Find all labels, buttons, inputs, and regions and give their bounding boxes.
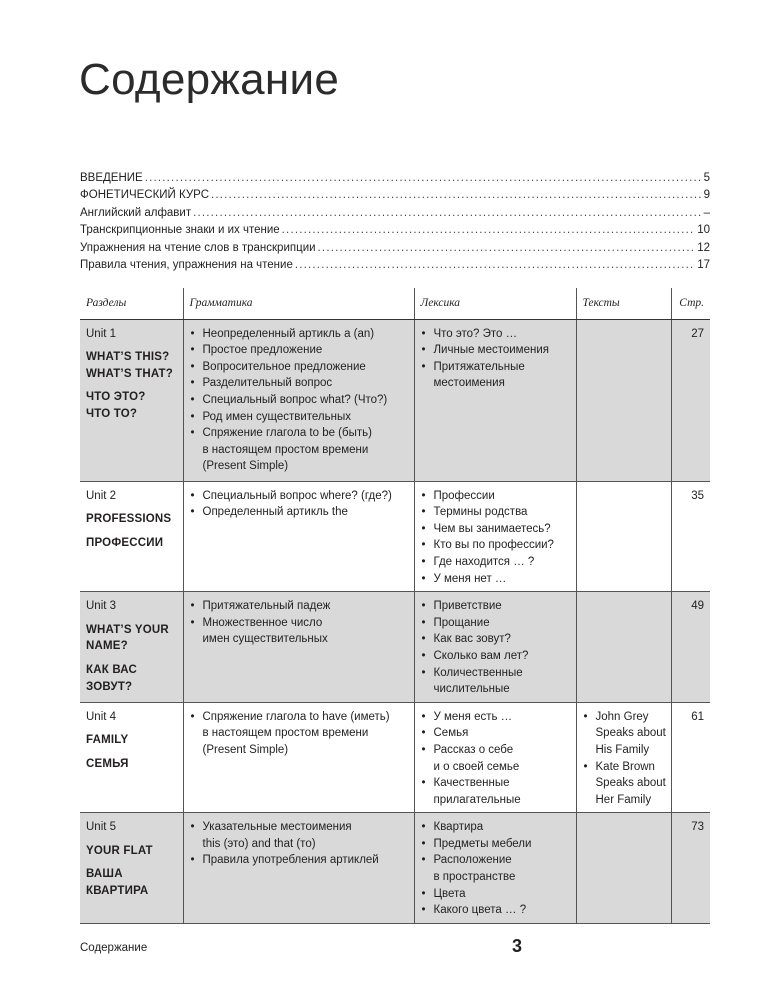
list-item: • Количественные [421, 665, 572, 682]
toc-page: 17 [697, 258, 710, 271]
unit-number: Unit 4 [86, 710, 117, 723]
list-item: • Прощание [421, 615, 572, 632]
unit-title-ru: ЧТО ЭТО? ЧТО ТО? [86, 391, 146, 420]
grammar-cell [183, 592, 414, 703]
unit-title-en: WHAT’S THIS? WHAT’S THAT? [86, 351, 173, 380]
column-header-page: Стр. [671, 288, 710, 319]
grammar-cell [183, 702, 414, 813]
page-cell: 27 [671, 319, 710, 481]
list-item: • Определенный артикль the [190, 504, 410, 521]
list-item: • Множественное число [190, 615, 410, 632]
page-cell: 61 [671, 702, 710, 813]
list-item: • Что это? Это … [421, 326, 572, 343]
texts-cell [576, 813, 671, 924]
list-item-continuation: в пространстве [433, 871, 516, 884]
list-item: • Чем вы занимаетесь? [421, 521, 572, 538]
grammar-cell [183, 319, 414, 481]
column-header-texts: Тексты [576, 288, 671, 319]
list-item: • Специальный вопрос where? (где?) [190, 488, 410, 505]
toc-page: 10 [697, 224, 710, 237]
toc-page: 9 [703, 189, 710, 202]
list-item: • Разделительный вопрос [190, 375, 410, 392]
unit-number: Unit 2 [86, 489, 117, 502]
column-header-vocabulary: Лексика [414, 288, 576, 319]
toc-leader [318, 240, 696, 257]
list-item-continuation: и о своей семье [433, 760, 520, 773]
list-item-continuation: this (это) and that (то) [202, 837, 316, 850]
toc-leader [193, 205, 701, 222]
toc-leader [145, 170, 702, 187]
toc-label: ФОНЕТИЧЕСКИЙ КУРС [80, 189, 209, 202]
list-item: • Специальный вопрос what? (Что?) [190, 392, 410, 409]
table-header-row [80, 288, 710, 319]
list-item: • У меня есть … [421, 709, 572, 726]
footer-section-label: Содержание [80, 942, 148, 954]
list-item-continuation: в настоящем простом времени [202, 443, 369, 456]
page-title: Содержание [79, 55, 340, 104]
list-item: • Предметы мебели [421, 836, 572, 853]
list-item-continuation: (Present Simple) [202, 743, 289, 756]
unit-cell [80, 813, 183, 924]
list-item: • Личные местоимения [421, 342, 572, 359]
vocabulary-cell [414, 702, 576, 813]
list-item: • Неопределенный артикль a (an) [190, 326, 410, 343]
toc-entry[interactable] [80, 257, 710, 274]
list-item: • У меня нет … [421, 571, 572, 588]
toc-leader [211, 187, 702, 204]
list-item: • Притяжательные [421, 359, 572, 376]
unit-number: Unit 5 [86, 821, 117, 834]
list-item-continuation: в настоящем простом времени [202, 727, 369, 740]
table-row-unit-4[interactable] [80, 702, 710, 813]
toc-page: 5 [703, 172, 710, 184]
page-cell: 35 [671, 481, 710, 592]
list-item: • Вопросительное предложение [190, 359, 410, 376]
toc-page: 12 [697, 241, 710, 254]
list-item: • Сколько вам лет? [421, 648, 572, 665]
texts-cell [576, 592, 671, 703]
unit-cell [80, 481, 183, 592]
vocabulary-cell [414, 481, 576, 592]
list-item: • Спряжение глагола to have (иметь) [190, 709, 410, 726]
unit-title-ru: ВАША КВАРТИРА [86, 868, 149, 898]
toc-entry[interactable] [80, 222, 710, 239]
text-item: • Kate Brown Speaks about Her Family [583, 759, 667, 809]
list-item-continuation: прилагательные [433, 793, 521, 806]
table-row-unit-1[interactable] [80, 319, 710, 481]
list-item: • Правила употребления артиклей [190, 852, 410, 869]
list-item-continuation: числительные [433, 683, 510, 696]
list-item: • Род имен существительных [190, 409, 410, 426]
page-cell: 73 [671, 813, 710, 924]
table-row-unit-5[interactable] [80, 813, 710, 924]
list-item: • Притяжательный падеж [190, 598, 410, 615]
list-item-continuation: местоимения [433, 377, 505, 390]
texts-cell [576, 319, 671, 481]
column-header-sections: Разделы [80, 288, 183, 319]
list-item: • Рассказ о себе [421, 742, 572, 759]
list-item: • Качественные [421, 775, 572, 792]
grammar-cell [183, 481, 414, 592]
list-item: • Семья [421, 725, 572, 742]
unit-title-en: PROFESSIONS [86, 513, 172, 526]
toc-page: – [703, 206, 710, 219]
list-item: • Указательные местоимения [190, 819, 410, 836]
unit-cell [80, 319, 183, 481]
toc-entry[interactable] [80, 187, 710, 204]
unit-number: Unit 1 [86, 327, 117, 340]
list-item: • Простое предложение [190, 342, 410, 359]
unit-title-en: FAMILY [86, 734, 129, 747]
vocabulary-cell [414, 813, 576, 924]
texts-cell [576, 481, 671, 592]
unit-title-en: YOUR FLAT [86, 844, 153, 857]
unit-cell [80, 592, 183, 703]
list-item-continuation: (Present Simple) [202, 460, 289, 473]
toc-label: Правила чтения, упражнения на чтение [80, 258, 293, 271]
table-row-unit-3[interactable] [80, 592, 710, 703]
toc-label: Английский алфавит [80, 206, 192, 219]
toc-label: Транскрипционные знаки и их чтение [80, 224, 280, 237]
list-item: • Как вас зовут? [421, 631, 572, 648]
unit-title-ru: СЕМЬЯ [86, 757, 129, 770]
list-item: • Профессии [421, 488, 572, 505]
list-item: • Цвета [421, 886, 572, 903]
toc-entry[interactable] [80, 205, 710, 222]
text-item: • John Grey Speaks about His Family [583, 709, 667, 759]
toc-label: Упражнения на чтение слов в транскрипции [80, 241, 316, 254]
unit-title-en: WHAT’S YOUR NAME? [86, 623, 169, 653]
list-item: • Кто вы по профессии? [421, 537, 572, 554]
unit-title-ru: КАК ВАС ЗОВУТ? [86, 663, 137, 693]
vocabulary-cell [414, 592, 576, 703]
toc-leader [295, 257, 695, 274]
toc-list [80, 170, 710, 274]
texts-cell [576, 702, 671, 813]
toc-entry[interactable] [80, 170, 710, 187]
toc-entry[interactable] [80, 240, 710, 257]
list-item: • Квартира [421, 819, 572, 836]
unit-title-ru: ПРОФЕССИИ [86, 536, 164, 549]
list-item: • Где находится … ? [421, 554, 572, 571]
table-row-unit-2[interactable] [80, 481, 710, 592]
grammar-cell [183, 813, 414, 924]
toc-leader [282, 222, 696, 239]
list-item: • Спряжение глагола to be (быть) [190, 425, 410, 442]
unit-cell [80, 702, 183, 813]
column-header-grammar: Грамматика [183, 288, 414, 319]
units-table [80, 288, 710, 924]
unit-number: Unit 3 [86, 600, 117, 613]
vocabulary-cell [414, 319, 576, 481]
list-item-continuation: имен существительных [202, 633, 328, 646]
list-item: • Приветствие [421, 598, 572, 615]
list-item: • Какого цвета … ? [421, 902, 572, 919]
toc-label: ВВЕДЕНИЕ [80, 172, 143, 184]
footer-page-number: 3 [512, 936, 523, 956]
list-item: • Расположение [421, 852, 572, 869]
list-item: • Термины родства [421, 504, 572, 521]
page-cell: 49 [671, 592, 710, 703]
